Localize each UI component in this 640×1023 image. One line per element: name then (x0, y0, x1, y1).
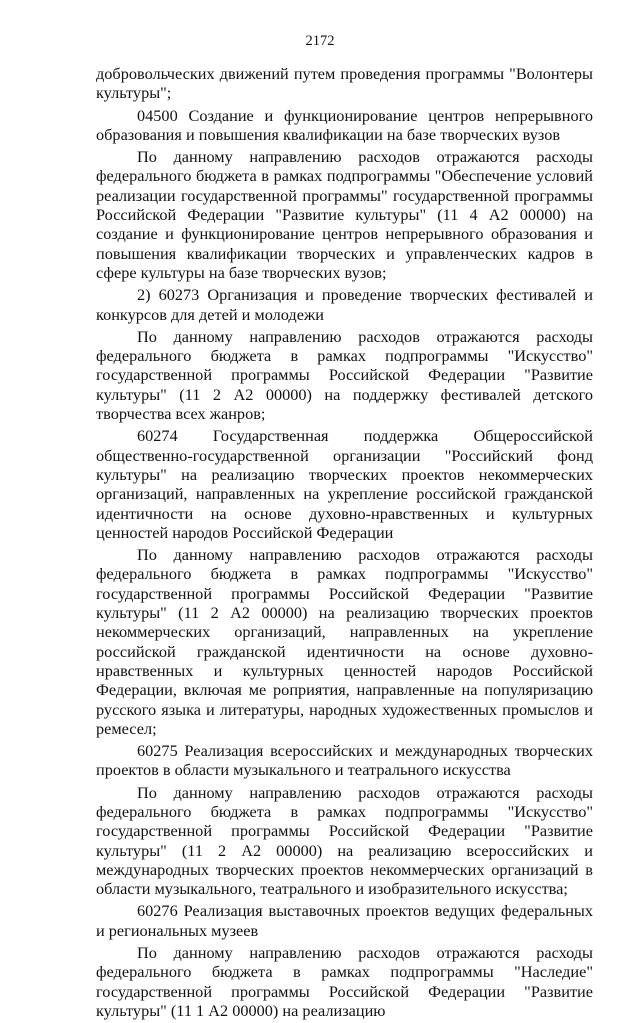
paragraph-code-60276: 60276 Реализация выставочных проектов ведущих федеральных и региональных музеев (96, 901, 593, 940)
paragraph-code-60273: 2) 60273 Организация и проведение творческих фестивалей и конкурсов для детей и молодежи (96, 285, 593, 324)
paragraph-code-04500: 04500 Создание и функционирование центров непрерывного образования и повышения квалификации на базе творческих вузов (96, 105, 593, 144)
paragraph-description-04500: По данному направлению расходов отражаются расходы федерального бюджета в рамках подпрограммы "Обеспечение условий реализации государственной программы" государственной программы Российской Федерации "Развитие культуры" (11 4 А2 00000) на создание и функционирование центров непрерывного образования и повышения квалификации творческих и управленческих кадров в сфере культуры на базе творческих вузов; (96, 147, 593, 282)
paragraph-description-60274: По данному направлению расходов отражаются расходы федерального бюджета в рамках подпрограммы "Искусство" государственной программы Российской Федерации "Развитие культуры" (11 2 А2 00000) на реализацию творческих проектов некоммерческих организаций, направленных на укрепление российской гражданской идентичности на основе духовно-нравственных и культурных ценностей народов Российской Федерации, включая ме роприятия, направленные на популяризацию русского языка и литературы, народных художественных промыслов и ремесел; (96, 545, 593, 738)
paragraph-description-60273: По данному направлению расходов отражаются расходы федерального бюджета в рамках подпрограммы "Искусство" государственной программы Российской Федерации "Развитие культуры" (11 2 А2 00000) на поддержку фестивалей детского творчества всех жанров; (96, 326, 593, 424)
page-number: 2172 (305, 33, 335, 49)
paragraph-continuation: добровольческих движений путем проведения программы "Волонтеры культуры"; (96, 64, 593, 103)
paragraph-description-60276: По данному направлению расходов отражаются расходы федерального бюджета в рамках подпрограммы "Наследие" государственной программы Российской Федерации "Развитие культуры" (11 1 А2 00000) на реализацию (96, 943, 593, 1020)
document-body (96, 64, 593, 1023)
paragraph-code-60274: 60274 Государственная поддержка Общероссийской общественно-государственной организации "Российский фонд культуры" на реализацию творческих проектов некоммерческих организаций, направленных на укрепление российской гражданской идентичности на основе духовно-нравственных и культурных ценностей народов Российской Федерации (96, 426, 593, 542)
paragraph-description-60275: По данному направлению расходов отражаются расходы федерального бюджета в рамках подпрограммы "Искусство" государственной программы Российской Федерации "Развитие культуры" (11 2 А2 00000) на реализацию всероссийских и международных творческих проектов некоммерческих организаций в области музыкального, театрального и изобразительного искусства; (96, 782, 593, 899)
paragraph-code-60275: 60275 Реализация всероссийских и международных творческих проектов в области музыкального и театрального искусства (96, 741, 593, 780)
